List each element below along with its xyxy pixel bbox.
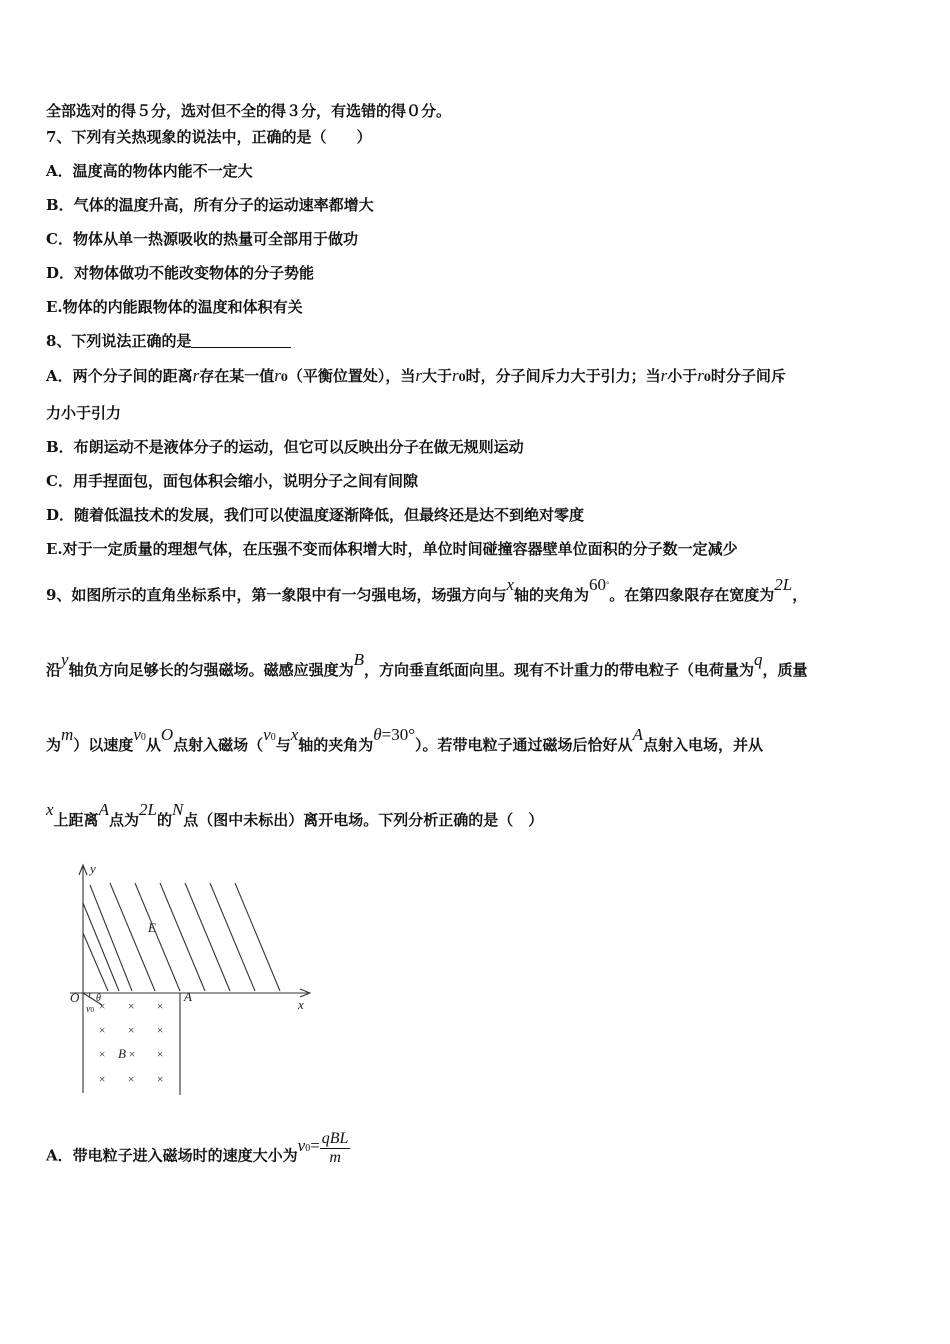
- var-r0: r: [452, 366, 459, 385]
- q9-text: ）以速度: [73, 736, 134, 754]
- physics-diagram: [60, 855, 320, 1100]
- var-v0: v0: [297, 1135, 311, 1155]
- var-r: r: [415, 366, 423, 385]
- var-r: r: [660, 366, 668, 385]
- q9-text: 为: [46, 736, 62, 754]
- var-y: y: [61, 650, 69, 669]
- var-r0: r: [274, 366, 281, 385]
- q9-text: 点为: [108, 811, 139, 829]
- svg-text:×: ×: [156, 999, 165, 1013]
- var-x: x: [290, 725, 299, 744]
- q9-line-2: [46, 650, 808, 680]
- q9-text: 从: [145, 736, 161, 754]
- var-N: N: [171, 800, 184, 819]
- equals-sign: =: [310, 1135, 320, 1155]
- q8-option-b: B．布朗运动不是液体分子的运动，但它可以反映出分子在做无规则运动: [46, 438, 524, 456]
- q9-option-a: [46, 1130, 350, 1175]
- var-r: r: [192, 366, 200, 385]
- q9-text: ）。若带电粒子通过磁场后恰好从: [415, 736, 633, 754]
- q7-option-a: A．温度高的物体内能不一定大: [46, 162, 253, 180]
- svg-text:×: ×: [127, 1072, 136, 1086]
- var-r0-sub: 0: [280, 373, 288, 384]
- svg-text:×: ×: [127, 999, 136, 1013]
- svg-text:×: ×: [127, 1023, 136, 1037]
- angle-60: 60°: [589, 575, 610, 594]
- svg-text:×: ×: [128, 1047, 137, 1061]
- var-v0: v0: [263, 725, 276, 744]
- x-label: x: [298, 997, 304, 1012]
- q8a-text-7: 时分子间斥: [710, 367, 786, 385]
- var-r0-sub: 0: [458, 373, 466, 384]
- q9-text: 点（图中未标出）离开电场。下列分析正确的是（ ）: [183, 811, 544, 829]
- q9-text: 轴负方向足够长的匀强磁场。磁感应强度为: [68, 661, 354, 679]
- q7-option-c: C．物体从单一热源吸收的热量可全部用于做功: [46, 230, 358, 248]
- q8-stem-line: [46, 331, 291, 351]
- q9-text: 点射入磁场（: [173, 736, 264, 754]
- q8-option-c: C．用手捏面包，面包体积会缩小，说明分子之间有间隙: [46, 472, 418, 490]
- theta-label: θ: [96, 993, 101, 1004]
- electric-field-lines: [83, 883, 280, 991]
- var-A: A: [632, 725, 643, 744]
- var-m: m: [61, 725, 74, 744]
- magnetic-field-crosses: [98, 999, 164, 1086]
- q8a-text-2: 存在某一值: [199, 367, 275, 385]
- q9-text: 的: [156, 811, 172, 829]
- q9-line-3: [46, 725, 763, 758]
- q9-text: 与: [275, 736, 291, 754]
- svg-text:×: ×: [98, 1072, 107, 1086]
- q9-text: ，质量: [762, 661, 808, 679]
- v0-label: v0: [86, 1004, 94, 1015]
- theta-arc: [89, 993, 90, 997]
- q9-line-4: [46, 800, 544, 830]
- var-q: q: [753, 650, 763, 669]
- q9-text: 沿: [46, 661, 62, 679]
- q8a-text-4: 大于: [422, 367, 453, 385]
- q8-option-d: D．随着低温技术的发展，我们可以使温度逐渐降低，但最终还是达不到绝对零度: [46, 506, 585, 524]
- q9-text: 轴的夹角为: [298, 736, 374, 754]
- O-label: O: [70, 990, 80, 1005]
- q8a-text-6: 小于: [667, 367, 698, 385]
- E-label: E: [148, 920, 156, 935]
- var-A: A: [98, 800, 109, 819]
- svg-text:×: ×: [98, 999, 107, 1013]
- answer-blank[interactable]: [191, 331, 291, 348]
- q7-stem: 7、下列有关热现象的说法中，正确的是（ ）: [46, 128, 372, 146]
- q8-option-a: [46, 366, 786, 389]
- var-v0: v0: [133, 725, 146, 744]
- q7-option-e: E.物体的内能跟物体的温度和体积有关: [46, 298, 303, 316]
- theta-eq: θ=30°: [373, 725, 416, 744]
- var-2L: 2L: [774, 575, 793, 594]
- q9-text: 。在第四象限存在宽度为: [609, 586, 775, 604]
- q9a-text: A．带电粒子进入磁场时的速度大小为: [46, 1146, 298, 1165]
- q9-text: 点射入电场，并从: [642, 736, 763, 754]
- var-r0: r: [697, 366, 704, 385]
- var-r0-sub: 0: [703, 373, 711, 384]
- q8-option-a-cont: 力小于引力: [46, 404, 122, 422]
- var-O: O: [160, 725, 174, 744]
- var-B: B: [353, 650, 364, 669]
- var-x: x: [46, 800, 54, 819]
- q9-text: 9、如图所示的直角坐标系中，第一象限中有一匀强电场，场强方向与: [46, 586, 507, 604]
- q9-text: ，: [792, 586, 808, 604]
- q9-text: ，方向垂直纸面向里。现有不计重力的带电粒子（电荷量为: [363, 661, 754, 679]
- q8-option-e: E.对于一定质量的理想气体，在压强不变而体积增大时，单位时间碰撞容器壁单位面积的分子数一定减少: [46, 540, 738, 558]
- q8a-text-5: 时，分子间斥力大于引力；当: [465, 367, 661, 385]
- var-2L: 2L: [138, 800, 157, 819]
- fraction-qBL-over-m: $\frac{\text{qBL}}{m}$: [321, 1130, 349, 1166]
- svg-text:×: ×: [156, 1047, 165, 1061]
- var-x: x: [506, 575, 514, 594]
- q9-line-1: [46, 575, 808, 605]
- B-label: B: [118, 1046, 126, 1061]
- q7-option-d: D．对物体做功不能改变物体的分子势能: [46, 264, 315, 282]
- svg-text:×: ×: [156, 1072, 165, 1086]
- y-label: y: [90, 861, 96, 876]
- q8a-text-3: （平衡位置处），当: [287, 367, 416, 385]
- q8-stem: 8、下列说法正确的是: [46, 332, 192, 350]
- intro-text: 全部选对的得５分，选对但不全的得３分，有选错的得０分。: [46, 102, 452, 120]
- q8a-text-1: A．两个分子间的距离: [46, 367, 193, 385]
- q7-option-b: B．气体的温度升高，所有分子的运动速率都增大: [46, 196, 374, 214]
- q9-text: 上距离: [53, 811, 99, 829]
- svg-text:×: ×: [156, 1023, 165, 1037]
- svg-text:×: ×: [98, 1047, 107, 1061]
- svg-text:×: ×: [98, 1023, 107, 1037]
- A-label: A: [184, 989, 192, 1004]
- q9-text: 轴的夹角为: [514, 586, 590, 604]
